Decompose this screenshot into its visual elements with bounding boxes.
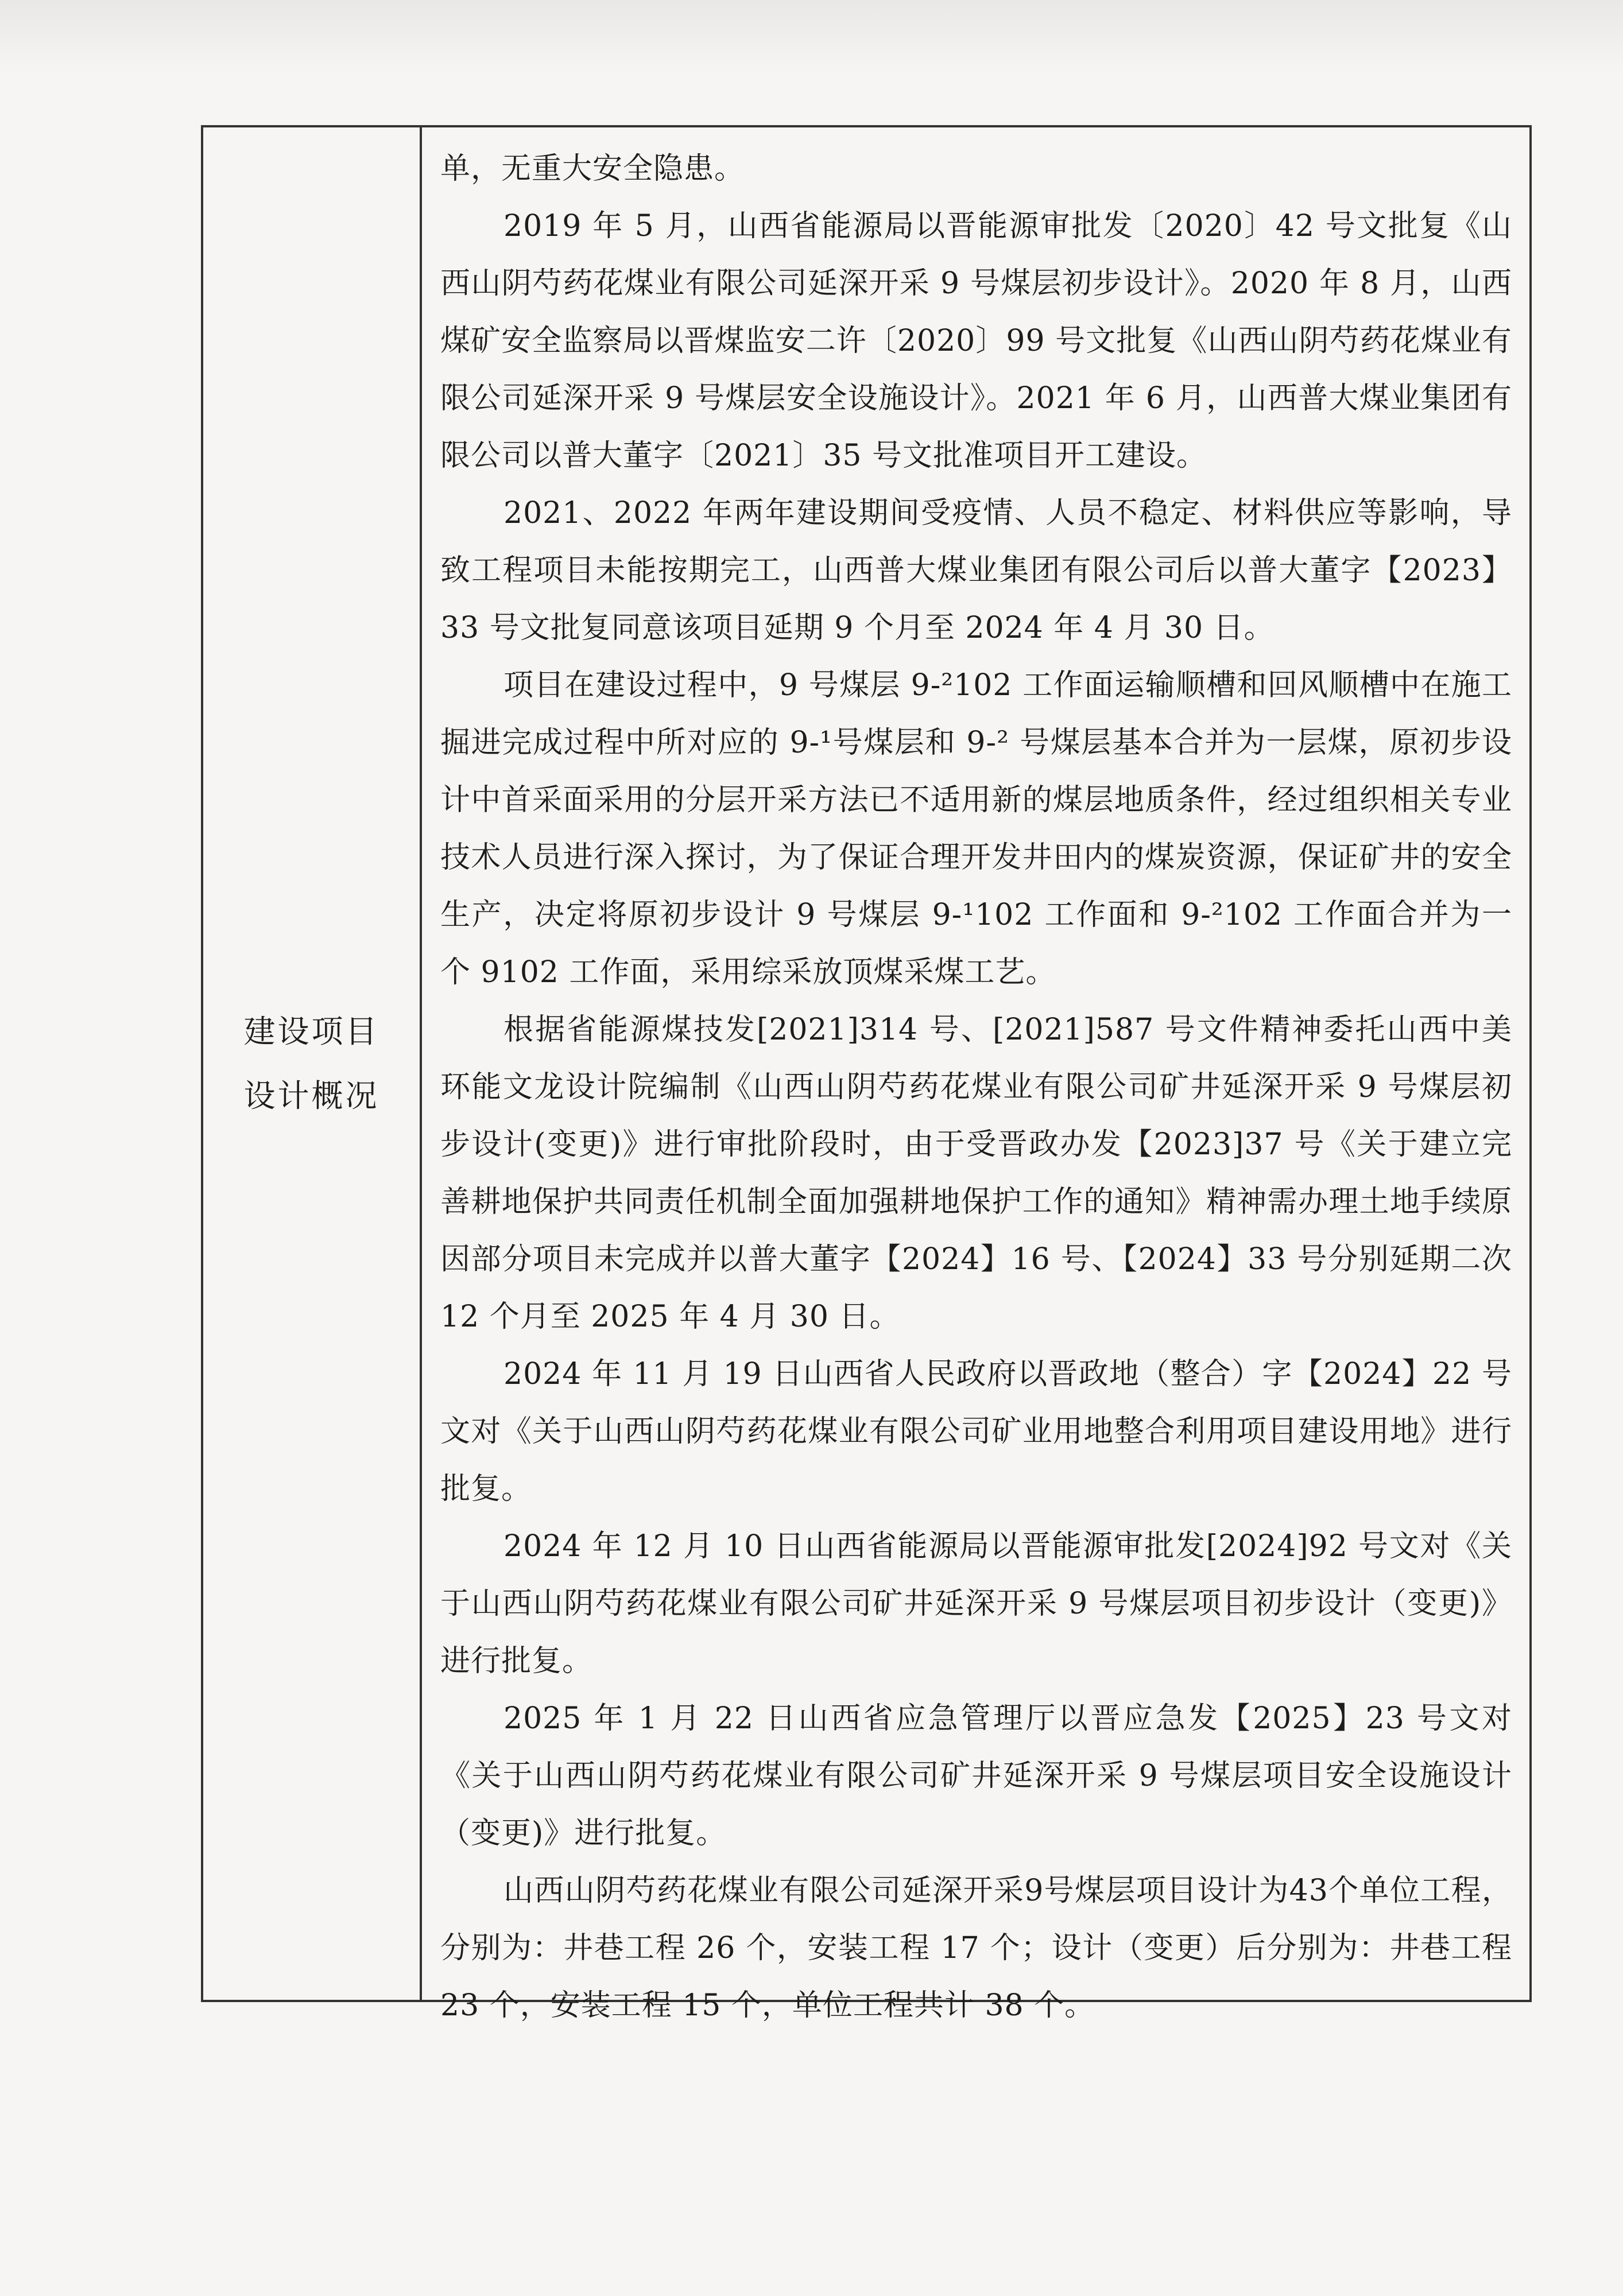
paragraph: 项目在建设过程中，9 号煤层 9-²102 工作面运输顺槽和回风顺槽中在施工掘进完成过程中所对应的 9-¹号煤层和 9-² 号煤层基本合并为一层煤，原初步设计中首采面采用的分层开采方法已不适用新的煤层地质条件，经过组织相关专业技术人员进行深入探讨，为了保证合理开发井田内的煤炭资源，保证矿井的安全生产，决定将原初步设计 9 号煤层 9-¹102 工作面和 9-²102 工作面合并为一个 9102 工作面，采用综采放顶煤采煤工艺。 <box>440 668 1512 990</box>
paragraph: 山西山阴芍药花煤业有限公司延深开采9号煤层项目设计为43个单位工程，分别为：井巷工程 26 个，安装工程 17 个；设计（变更）后分别为：井巷工程 23 个，安装工程 15 个，单位工程共计 38 个。 <box>440 1874 1512 2023</box>
scan-edge-shade <box>0 0 1623 75</box>
paragraph: 根据省能源煤技发[2021]314 号、[2021]587 号文件精神委托山西中美环能文龙设计院编制《山西山阴芍药花煤业有限公司矿井延深开采 9 号煤层初步设计(变更)》进行审批阶段时，由于受晋政办发【2023]37 号《关于建立完善耕地保护共同责任机制全面加强耕地保护工作的通知》精神需办理土地手续原因部分项目未完成并以普大董字【2024】16 号、【2024】33 号分别延期二次 12 个月至 2025 年 4 月 30 日。 <box>440 1013 1512 1334</box>
row-label-line-2: 设计概况 <box>243 1077 379 1114</box>
paragraph: 2024 年 12 月 10 日山西省能源局以晋能源审批发[2024]92 号文对《关于山西山阴芍药花煤业有限公司矿井延深开采 9 号煤层项目初步设计（变更)》进行批复。 <box>440 1529 1512 1678</box>
paragraph: 2024 年 11 月 19 日山西省人民政府以晋政地（整合）字【2024】22 号文对《关于山西山阴芍药花煤业有限公司矿业用地整合利用项目建设用地》进行批复。 <box>440 1357 1512 1506</box>
row-label-cell <box>203 127 422 2000</box>
paragraph: 2019 年 5 月，山西省能源局以晋能源审批发〔2020〕42 号文批复《山西山阴芍药花煤业有限公司延深开采 9 号煤层初步设计》。2020 年 8 月，山西煤矿安全监察局以晋煤监安二许〔2020〕99 号文批复《山西山阴芍药花煤业有限公司延深开采 9 号煤层安全设施设计》。2021 年 6 月，山西普大煤业集团有限公司以普大董字〔2021〕35 号文批准项目开工建设。 <box>440 209 1512 473</box>
form-table <box>201 125 1532 2023</box>
content-cell <box>422 127 1529 2023</box>
row-label-line-1: 建设项目 <box>243 1013 379 1050</box>
paragraph: 2025 年 1 月 22 日山西省应急管理厅以晋应急发【2025】23 号文对《关于山西山阴芍药花煤业有限公司矿井延深开采 9 号煤层项目安全设施设计（变更)》进行批复。 <box>440 1701 1512 1851</box>
paragraph: 2021、2022 年两年建设期间受疫情、人员不稳定、材料供应等影响，导致工程项目未能按期完工，山西普大煤业集团有限公司后以普大董字【2023】33 号文批复同意该项目延期 9 个月至 2024 年 4 月 30 日。 <box>440 496 1512 645</box>
paragraph: 单，无重大安全隐患。 <box>440 152 745 186</box>
row-label <box>243 999 379 1128</box>
